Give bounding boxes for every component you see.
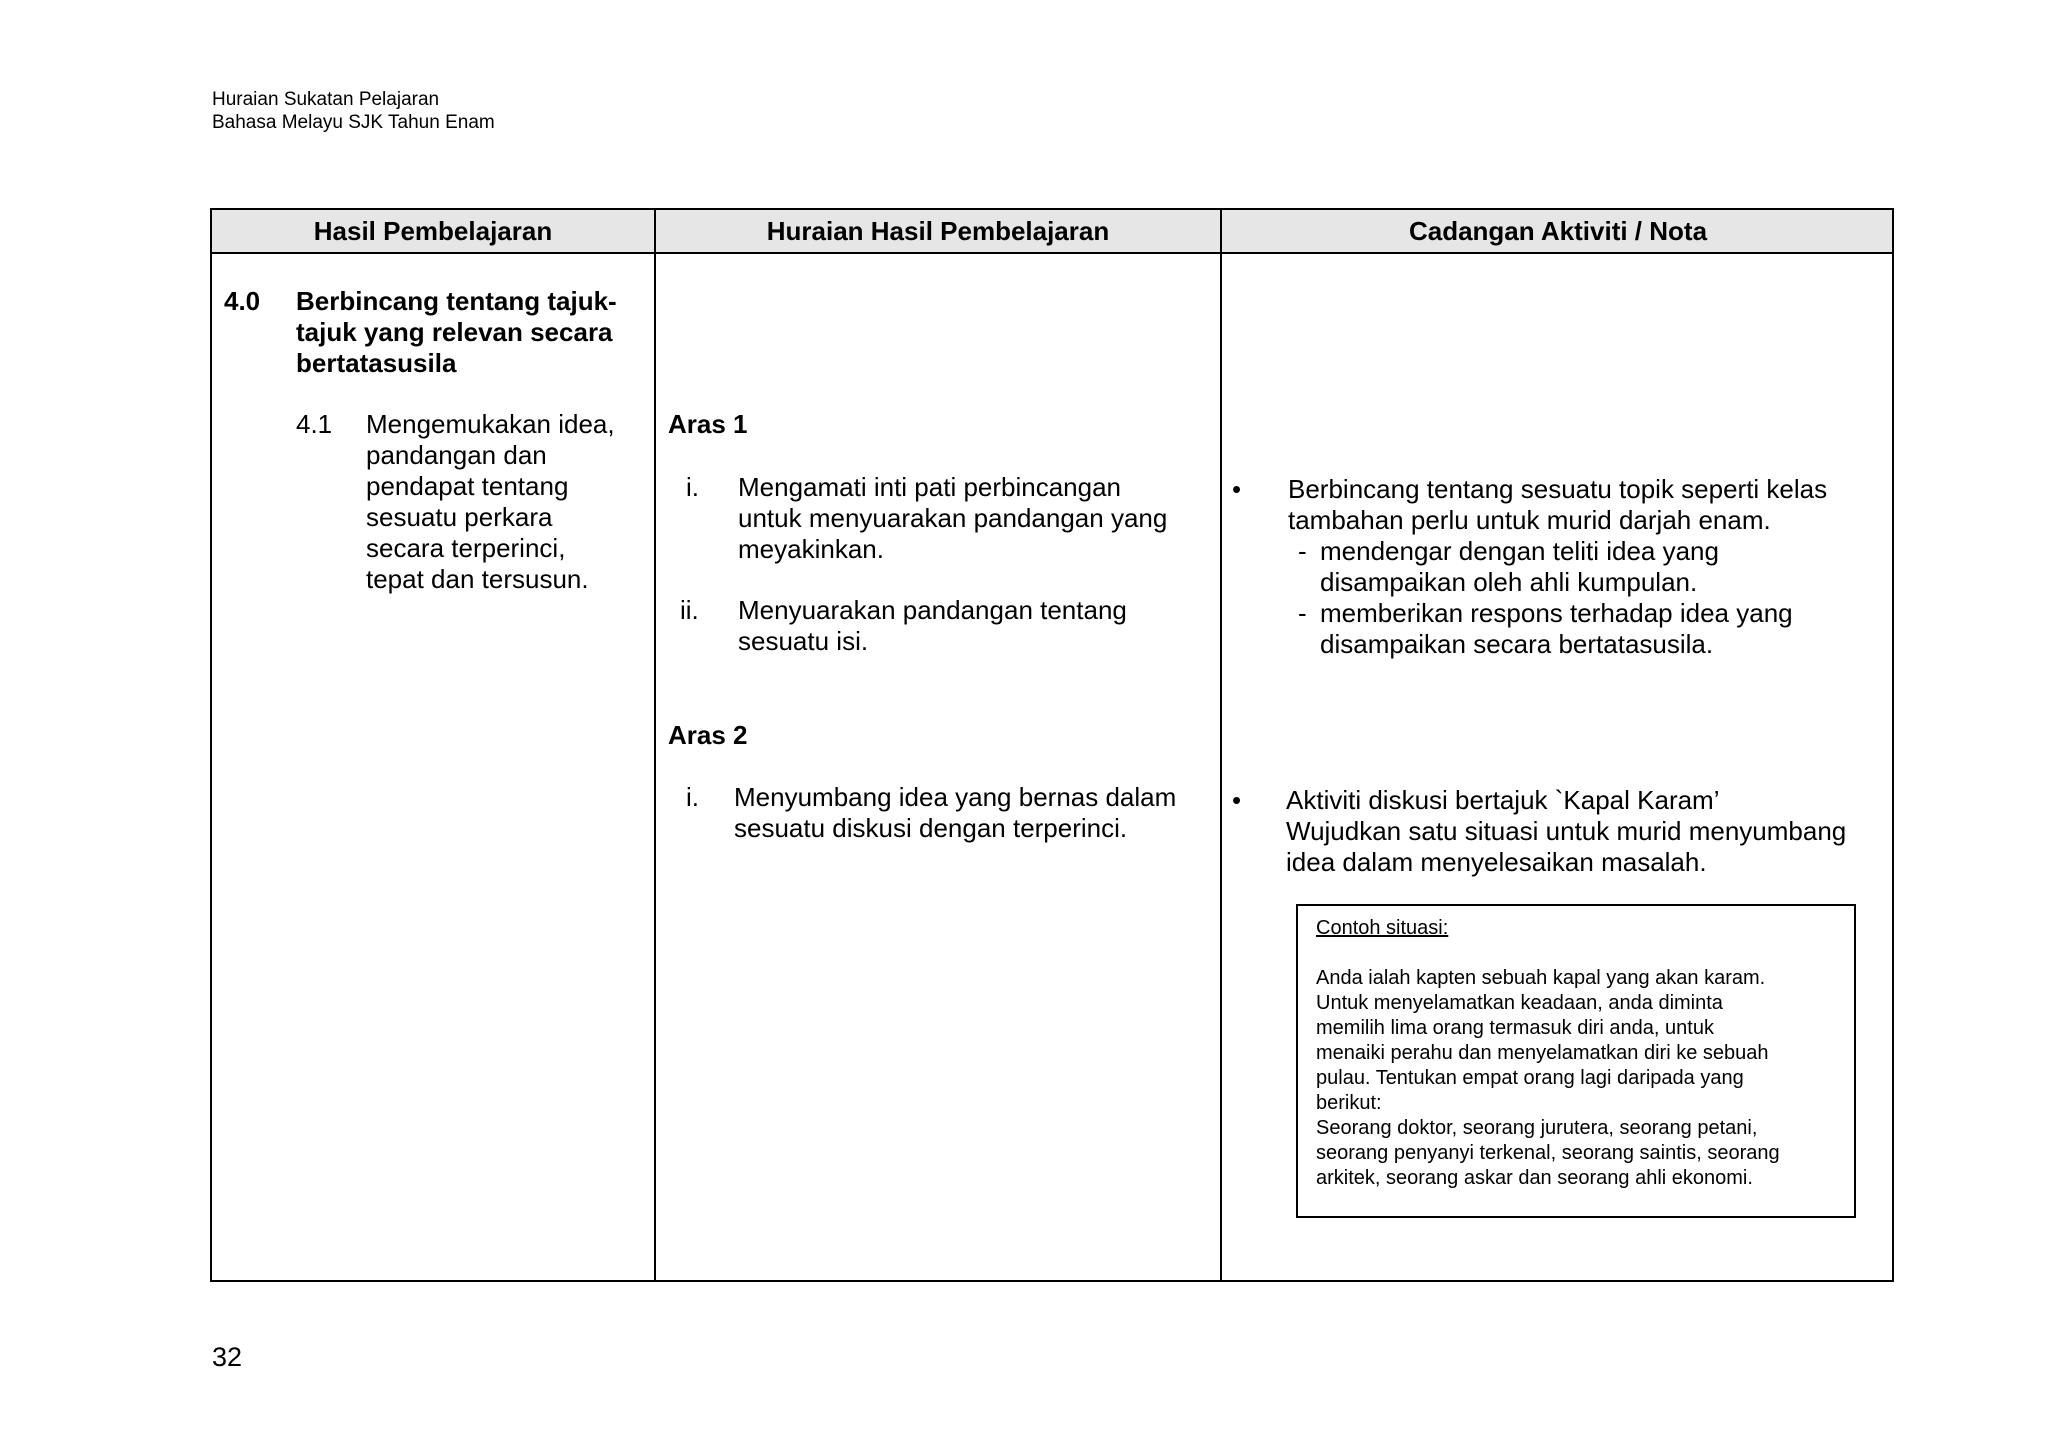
sub-outcome-text [366,409,615,595]
sub-outcome-number: 4.1 [296,409,333,439]
example-box-line: seorang penyanyi terkenal, seorang saintis, seorang [1316,1142,1780,1164]
level-1-title: Aras 1 [668,409,748,439]
level-2-title: Aras 2 [668,720,748,750]
header-line-2: Bahasa Melayu SJK Tahun Enam [212,112,495,133]
sub-outcome-line: Mengemukakan idea, [366,409,615,439]
description-line: sesuatu isi. [738,626,869,656]
example-box-line: arkitek, seorang askar dan seorang ahli ekonomi. [1316,1167,1753,1189]
activity-line: disampaikan secara bertatasusila. [1320,629,1714,659]
activity-line: memberikan respons terhadap idea yang [1320,598,1793,628]
outcome-title-line: tajuk yang relevan secara [296,317,613,347]
activity-line: Berbincang tentang sesuatu topik seperti kelas [1288,474,1828,504]
activity-line: disampaikan oleh ahli kumpulan. [1320,567,1698,597]
example-box-line: menaiki perahu dan menyelamatkan diri ke sebuah [1316,1042,1769,1064]
activity-line: tambahan perlu untuk murid darjah enam. [1288,505,1771,535]
column-divider-2 [1220,210,1222,1280]
example-box-line: Anda ialah kapten sebuah kapal yang akan karam. [1316,967,1766,989]
activity-2-text [1286,785,1846,878]
dash-icon: - [1298,536,1307,566]
example-box-line: Untuk menyelamatkan keadaan, anda diminta [1316,992,1723,1014]
description-line: Mengamati inti pati perbincangan [738,472,1122,502]
sub-outcome-line: pandangan dan [366,440,547,470]
example-box-body [1316,966,1780,1191]
column-divider-1 [654,210,656,1280]
outcome-title-line: Berbincang tentang tajuk- [296,286,617,316]
outcome-title-line: bertatasusila [296,348,457,378]
example-box-line: berikut: [1316,1092,1382,1114]
sub-outcome-line: sesuatu perkara [366,502,553,532]
level-1-item-2-text [738,595,1127,657]
level-1-item-1-marker: i. [686,472,699,502]
page-number: 32 [212,1342,243,1372]
level-2-item-1-text [734,782,1176,844]
description-line: meyakinkan. [738,534,884,564]
level-2-item-1-marker: i. [686,782,699,812]
sub-outcome-line: tepat dan tersusun. [366,564,589,594]
description-line: sesuatu diskusi dengan terperinci. [734,813,1128,843]
example-box-line: Seorang doktor, seorang jurutera, seorang petani, [1316,1117,1758,1139]
outcome-title [296,286,617,379]
sub-outcome-line: pendapat tentang [366,471,569,501]
activity-1-subpoint-1 [1320,536,1719,598]
activity-line: Wujudkan satu situasi untuk murid menyumbang [1286,816,1847,846]
activity-line: mendengar dengan teliti idea yang [1320,536,1719,566]
column-header-hasil: Hasil Pembelajaran [313,216,553,246]
example-box-line: pulau. Tentukan empat orang lagi daripada yang [1316,1067,1744,1089]
description-line: untuk menyuarakan pandangan yang [738,503,1168,533]
description-line: Menyuarakan pandangan tentang [738,595,1127,625]
outcome-number: 4.0 [224,286,261,316]
activity-line: idea dalam menyelesaikan masalah. [1286,847,1707,877]
sub-outcome-line: secara terperinci, [366,533,566,563]
example-box-line: memilih lima orang termasuk diri anda, untuk [1316,1017,1714,1039]
dash-icon: - [1298,598,1307,628]
bullet-icon: • [1232,474,1242,504]
activity-1-subpoint-2 [1320,598,1793,660]
bullet-icon: • [1232,785,1242,815]
column-header-cadangan: Cadangan Aktiviti / Nota [1408,216,1708,246]
activity-1-text [1288,474,1827,536]
activity-line: Aktiviti diskusi bertajuk `Kapal Karam’ [1286,785,1720,815]
example-box-title: Contoh situasi: [1316,917,1449,939]
column-header-huraian: Huraian Hasil Pembelajaran [766,216,1110,246]
level-1-item-2-marker: ii. [680,595,699,625]
header-line-1: Huraian Sukatan Pelajaran [212,89,440,110]
example-situation-box [1296,904,1856,1218]
level-1-item-1-text [738,472,1167,565]
description-line: Menyumbang idea yang bernas dalam [734,782,1177,812]
